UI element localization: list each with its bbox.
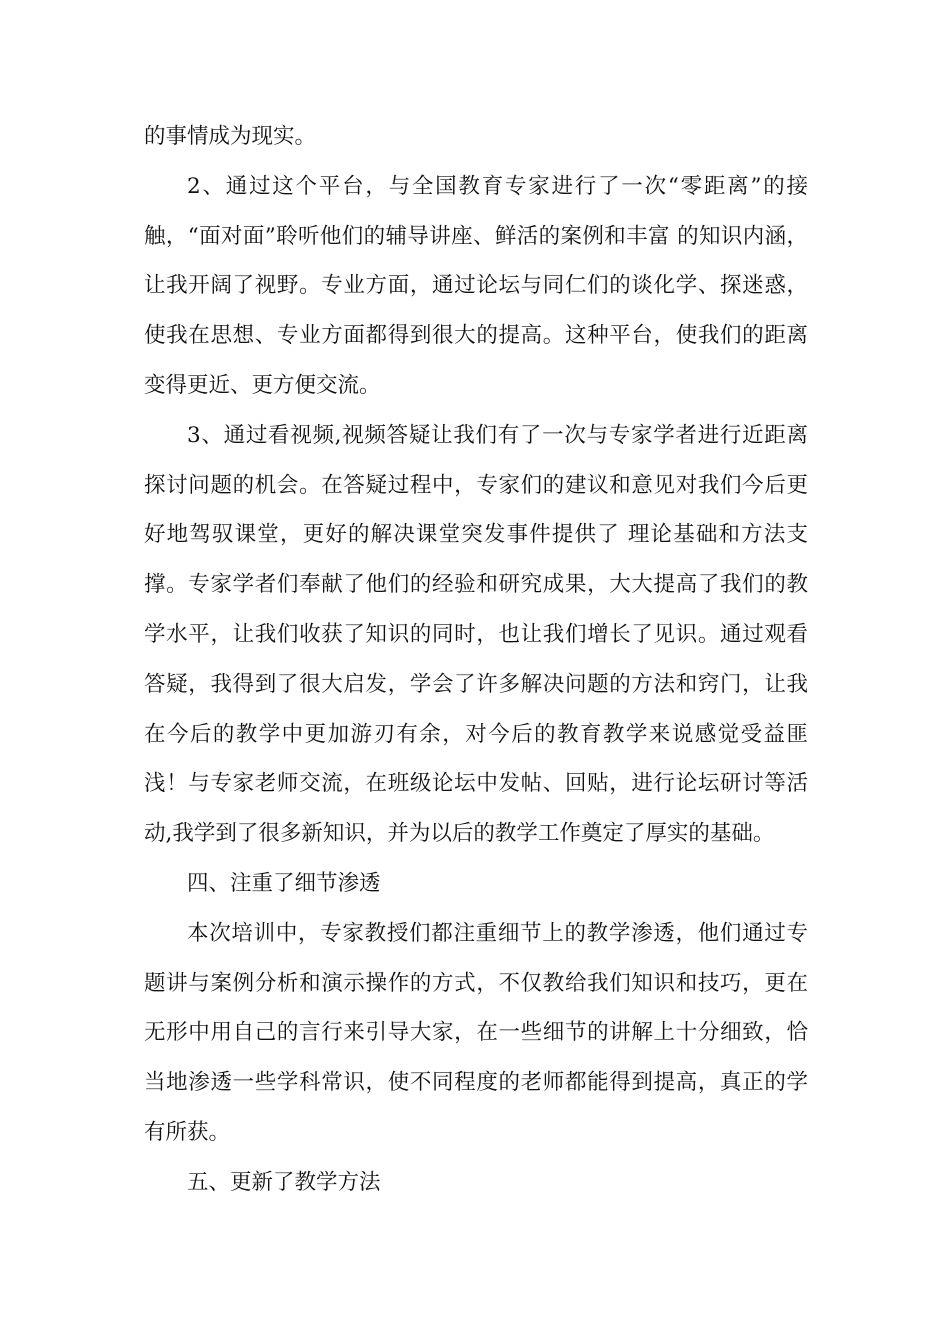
body-text: [144, 112, 808, 1208]
section-heading-4: 四、注重了细节渗透: [187, 870, 381, 896]
section-heading-5: 五、更新了教学方法: [187, 1169, 381, 1195]
paragraph-section-4-body: 本次培训中，专家教授们都注重细节上的教学渗透，他们通过专题讲与案例分析和演示操作的方式，不仅教给我们知识和技巧，更在无形中用自己的言行来引导大家，在一些细节的讲解上十分细致，恰当地渗透一些学科常识，使不同程度的老师都能得到提高，真正的学有所获。: [144, 920, 808, 1145]
paragraph-item-3: 3、通过看视频,视频答疑让我们有了一次与专家学者进行近距离探讨问题的机会。在答疑过程中，专家们的建议和意见对我们今后更好地驾驭课堂，更好的解决课堂突发事件提供了 理论基础和方法支撑。专家学者们奉献了他们的经验和研究成果，大大提高了我们的教学水平，让我们收获了知识的同时，也让我们增长了见识。通过观看答疑，我得到了很大启发，学会了许多解决问题的方法和窍门，让我在今后的教学中更加游刃有余，对今后的教育教学来说感觉受益匪浅！与专家老师交流，在班级论坛中发帖、回贴，进行论坛研讨等活动,我学到了很多新知识，并为以后的教学工作奠定了厚实的基础。: [144, 422, 808, 847]
paragraph-continuation: 的事情成为现实。: [144, 124, 317, 149]
paragraph-item-2: 2、通过这个平台，与全国教育专家进行了一次“零距离”的接触，“面对面”聆听他们的辅导讲座、鲜活的案例和丰富 的知识内涵，让我开阔了视野。专业方面，通过论坛与同仁们的谈化学、探迷惑，使我在思想、专业方面都得到很大的提高。这种平台，使我们的距离变得更近、更方便交流。: [144, 173, 808, 398]
